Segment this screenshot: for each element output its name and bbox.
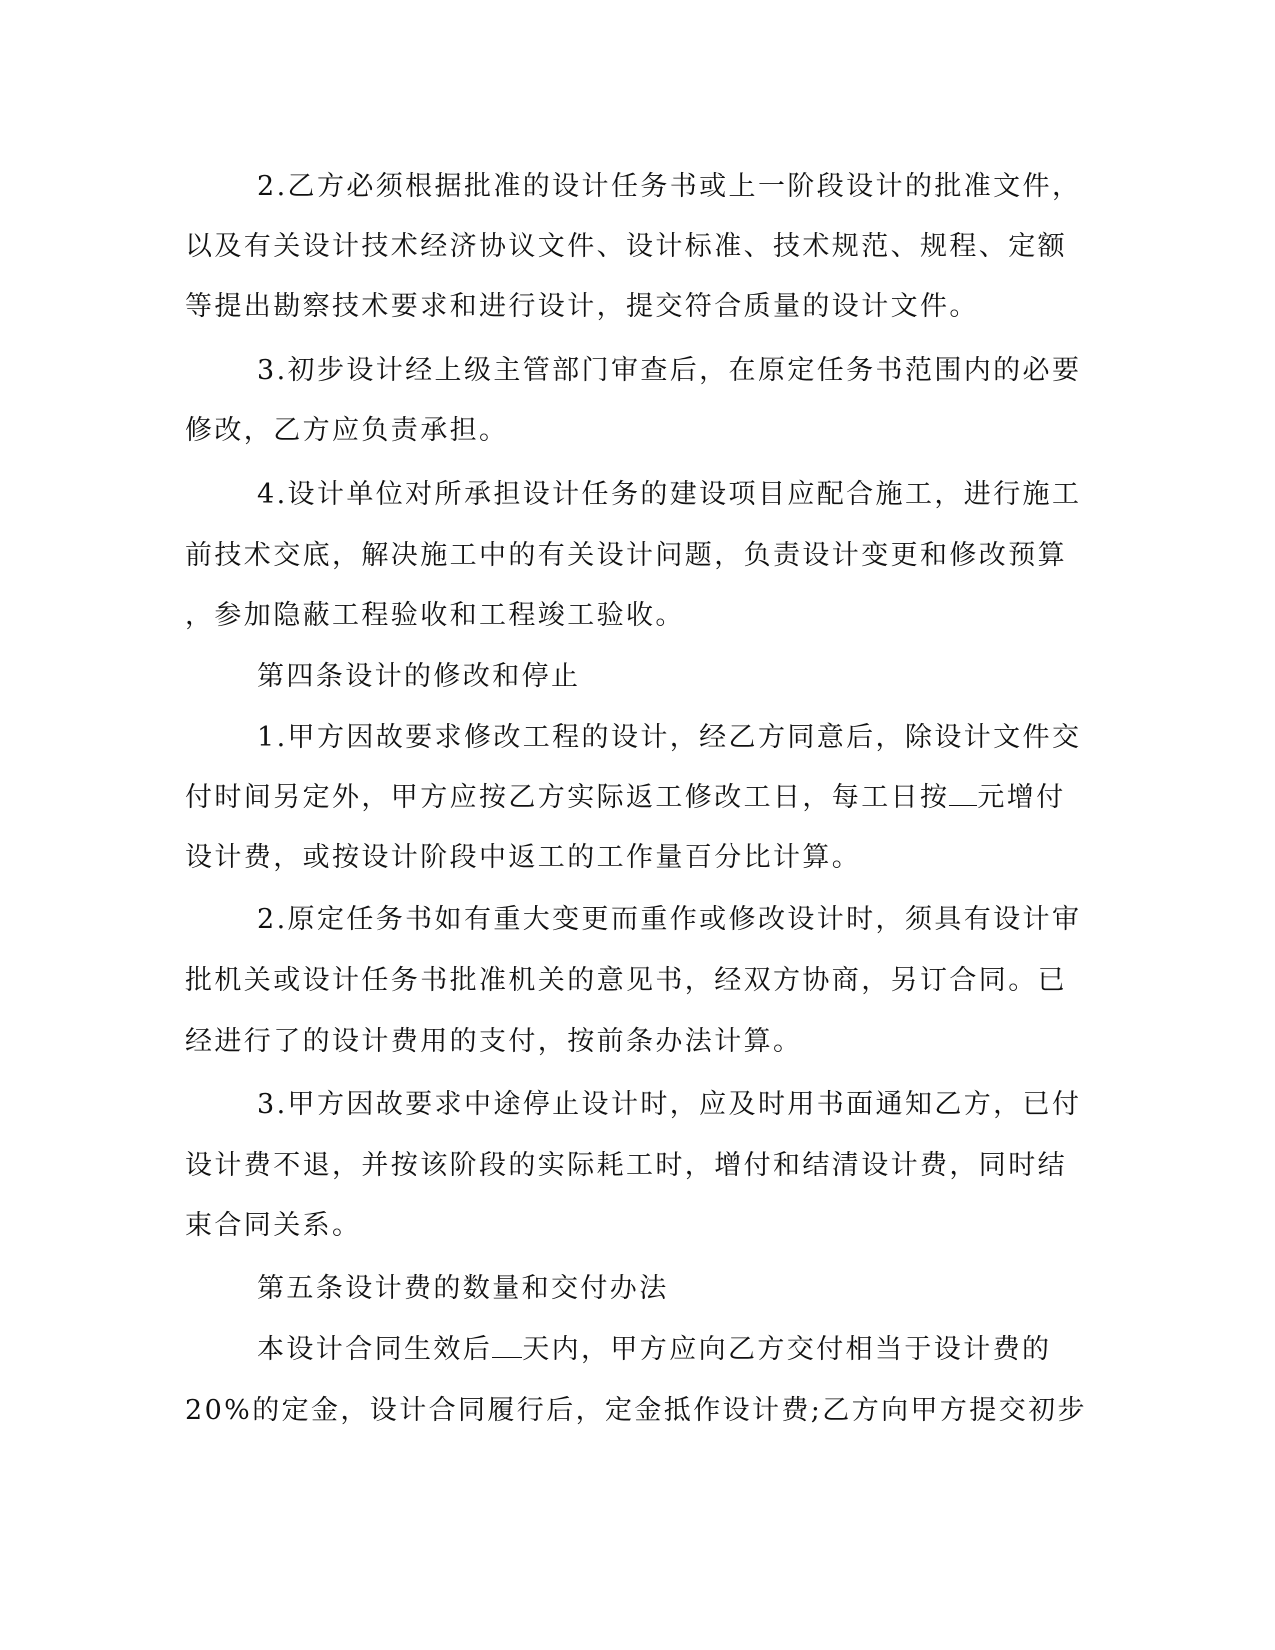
paragraph-line: 2.原定任务书如有重大变更而重作或修改设计时，须具有设计审: [257, 904, 1082, 935]
paragraph-line: 20%的定金，设计合同履行后，定金抵作设计费;乙方向甲方提交初步: [185, 1395, 1087, 1426]
paragraph-line: [257, 1330, 1157, 1370]
line-text: 本设计合同生效后: [257, 1334, 493, 1365]
paragraph-line: 设计费，或按设计阶段中返工的工作量百分比计算。: [185, 842, 862, 873]
section-heading: 第五条设计费的数量和交付办法: [257, 1273, 669, 1304]
paragraph-line: 等提出勘察技术要求和进行设计，提交符合质量的设计文件。: [185, 291, 979, 322]
paragraph-line: 2.乙方必须根据批准的设计任务书或上一阶段设计的批准文件，: [257, 171, 1082, 202]
paragraph-line: 设计费不退，并按该阶段的实际耗工时，增付和结清设计费，同时结: [185, 1150, 1067, 1181]
paragraph-line: 批机关或设计任务书批准机关的意见书，经双方协商，另订合同。已: [185, 965, 1067, 996]
fill-in-blank: [949, 781, 977, 806]
paragraph-line: 修改，乙方应负责承担。: [185, 415, 509, 446]
paragraph-line: 以及有关设计技术经济协议文件、设计标准、技术规范、规程、定额: [185, 231, 1067, 262]
paragraph-line: 3.甲方因故要求中途停止设计时，应及时用书面通知乙方，已付: [257, 1089, 1082, 1120]
section-heading: 第四条设计的修改和停止: [257, 661, 581, 692]
paragraph-line: 3.初步设计经上级主管部门审查后，在原定任务书范围内的必要: [257, 355, 1082, 386]
line-text: 天内，甲方应向乙方交付相当于设计费的: [522, 1334, 1052, 1365]
paragraph-line: [185, 778, 1085, 818]
fill-in-blank: [492, 1333, 522, 1358]
paragraph-line: 4.设计单位对所承担设计任务的建设项目应配合施工，进行施工: [257, 479, 1082, 510]
paragraph-line: 1.甲方因故要求修改工程的设计，经乙方同意后，除设计文件交: [257, 722, 1082, 753]
paragraph-line: ，参加隐蔽工程验收和工程竣工验收。: [185, 600, 685, 631]
line-text: 元增付: [977, 782, 1066, 813]
paragraph-line: 束合同关系。: [185, 1210, 362, 1241]
line-text: 付时间另定外，甲方应按乙方实际返工修改工日，每工日按: [185, 782, 950, 813]
paragraph-line: 前技术交底，解决施工中的有关设计问题，负责设计变更和修改预算: [185, 540, 1067, 571]
paragraph-line: 经进行了的设计费用的支付，按前条办法计算。: [185, 1026, 803, 1057]
